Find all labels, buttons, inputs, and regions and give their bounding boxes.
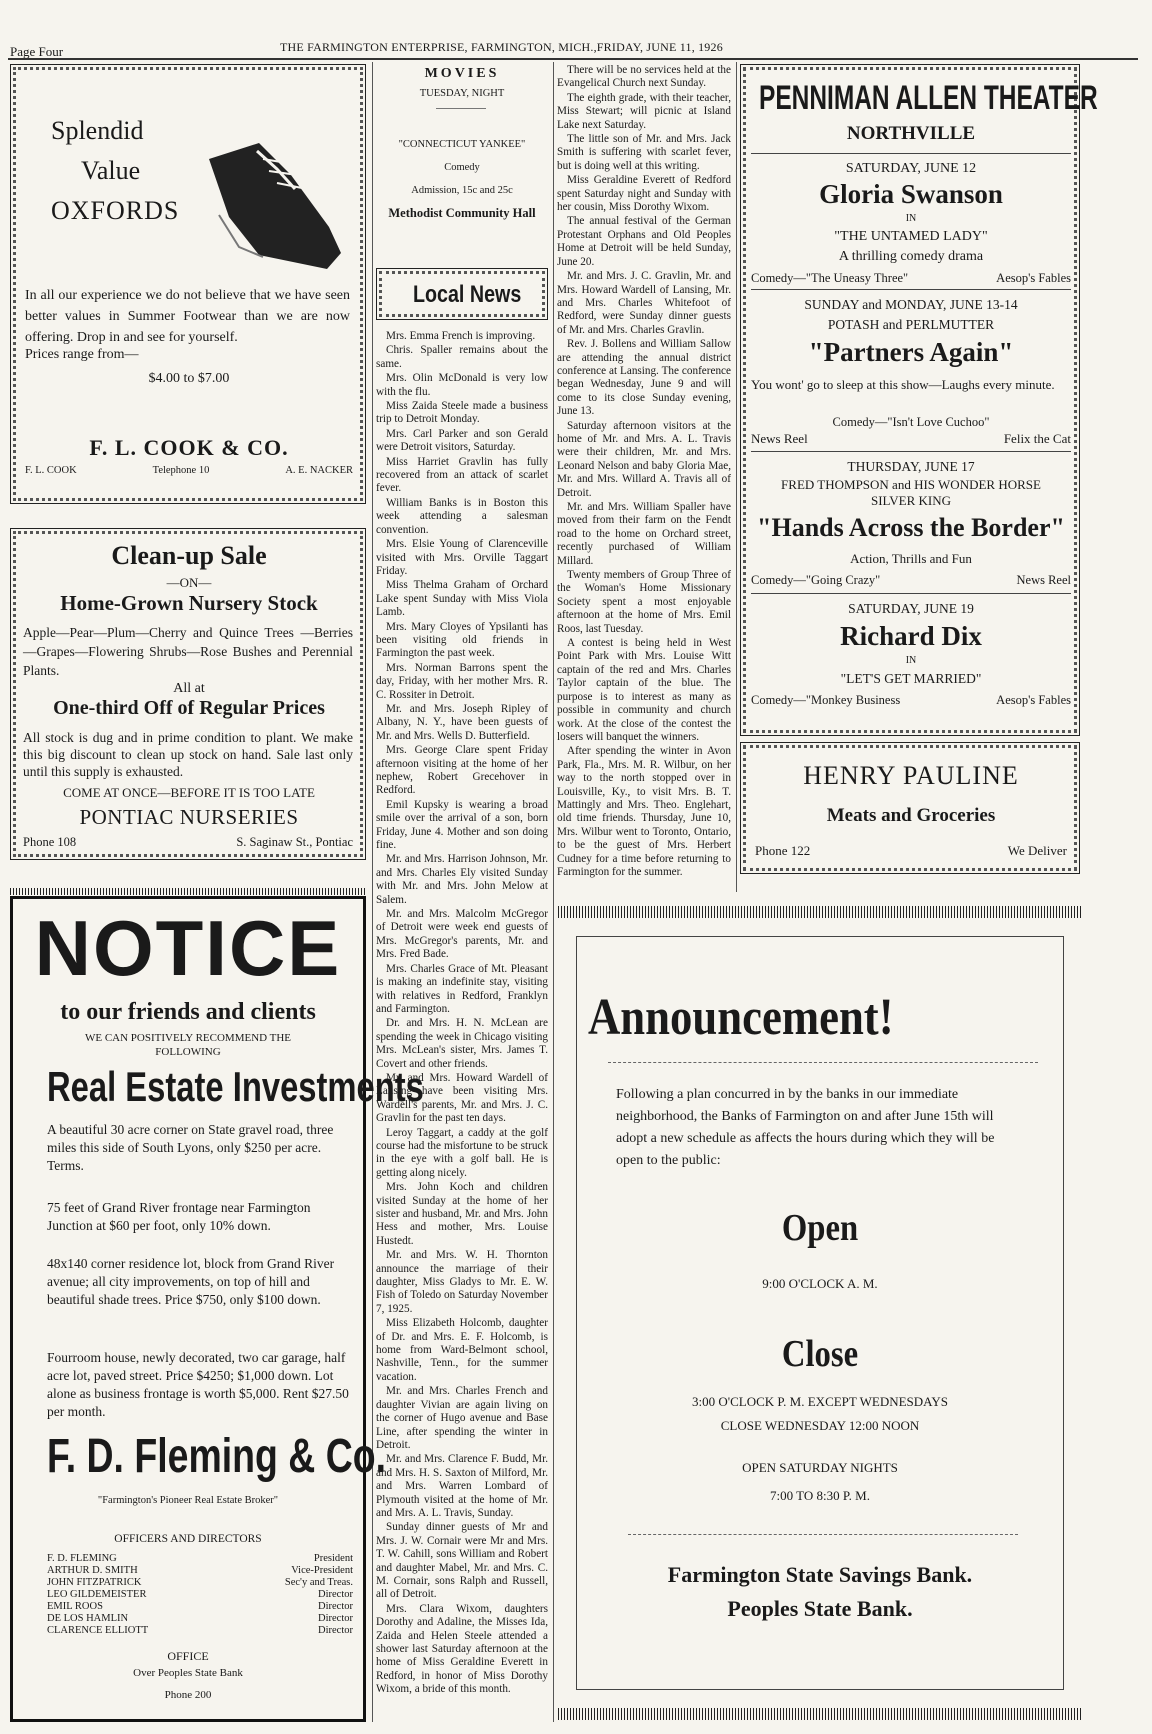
bank-name-2: Peoples State Bank. — [727, 1596, 913, 1621]
store-telephone: Telephone 10 — [152, 465, 210, 476]
column-divider — [553, 62, 554, 1722]
nursery-name: PONTIAC NURSERIES — [79, 805, 299, 829]
officer-role: Director — [318, 1601, 353, 1612]
news-item: Miss Elizabeth Holcomb, daughter of Dr. and Mrs. E. F. Holcomb, is home from Ward-Belmont school, Nashville, Tenn., for the summer vacation. — [376, 1317, 548, 1383]
saturday-time: 7:00 TO 8:30 P. M. — [770, 1488, 870, 1503]
show-star: Richard Dix — [840, 621, 982, 651]
news-item: Mrs. Mary Cloyes of Ypsilanti has been visiting old friends in Farmington the past week. — [376, 620, 548, 660]
movies-title: MOVIES — [424, 66, 500, 81]
show-in: IN — [905, 213, 917, 224]
divider — [751, 593, 1071, 594]
bottom-border — [558, 1708, 1082, 1720]
bank-ad-frame — [576, 936, 1064, 1690]
show-star: Gloria Swanson — [819, 179, 1003, 209]
show-footer — [751, 431, 1071, 447]
movies-when: TUESDAY, NIGHT — [419, 88, 505, 99]
officer-role: Sec'y and Treas. — [284, 1577, 353, 1588]
local-news-header — [376, 268, 548, 320]
movie-venue: Methodist Community Hall — [388, 206, 536, 220]
headline-line: Value — [81, 156, 141, 185]
officer-role: President — [313, 1553, 353, 1564]
page-header — [10, 40, 742, 60]
news-item: Mrs. Clara Wixom, daughters Dorothy and Adaline, the Misses Ida, Zaida and Helen Steele attended a shower last Saturday afternoon at the home of Miss Geraldine Everett in Redford, in honor of Miss Dorothy Wixom, a bride of this month. — [376, 1602, 548, 1696]
news-item: A contest is being held in West Point Park with Mrs. Louise Witt captain of the red and Mrs. Charles Taylor captain of the blue. The purpose is to interest as many as possible in community and church work. At the close of the contest the losers will banquet the winners. — [557, 637, 731, 743]
news-item: Saturday afternoon visitors at the home of Mr. and Mrs. A. L. Travis were their children, Mr. and Mrs. Leonard Nelson and baby Gloria Mae, Mr. and Mrs. Willard A. Travis all of Detroit. — [557, 419, 731, 499]
announcement-body: Following a plan concurred in by the banks in our immediate neighborhood, the Banks of Farmington on and after June 15th will adopt a new schedule as affects the hours during which they will be open to the public: — [616, 1087, 995, 1168]
news-item: Twenty members of Group Three of the Woman's Home Missionary Society spent a most enjoyable afternoon at the home of Mrs. Emil Roos, last Tuesday. — [557, 569, 731, 635]
officer-name: LEO GILDEMEISTER — [47, 1589, 147, 1600]
news-item: Mr. and Mrs. Clarence F. Budd, Mr. and Mrs. H. S. Saxton of Milford, Mr. and Mrs. Warren Lombard of Plymouth visited at the home of Mr. and Mrs. A. L. Travis, Sunday. — [376, 1453, 548, 1519]
officer-row — [47, 1577, 353, 1589]
officers-list — [47, 1553, 353, 1637]
office-location: Over Peoples State Bank — [133, 1667, 243, 1679]
pauline-name: HENRY PAULINE — [803, 761, 1019, 790]
show-date: SATURDAY, JUNE 12 — [845, 161, 977, 176]
news-item: Mr. and Mrs. Howard Wardell of Lansing have been visiting Mrs. Wardell's parents, Mr. and Mrs. J. C. Gravlin for the past ten days. — [376, 1071, 548, 1125]
news-item: William Banks is in Boston this week attending a salesman convention. — [376, 496, 548, 536]
bank-name-1: Farmington State Savings Bank. — [667, 1562, 973, 1587]
saturday-label: OPEN SATURDAY NIGHTS — [742, 1460, 898, 1475]
news-item: Mrs. Elsie Young of Clarenceville visited with Mrs. Orville Taggart Friday. — [376, 538, 548, 577]
news-item: The annual festival of the German Protestant Orphans and Old Peoples Home at Detroit will be held Sunday, June 20. — [557, 215, 731, 268]
nursery-address: S. Saginaw St., Pontiac — [236, 835, 353, 849]
officer-row — [47, 1589, 353, 1601]
masthead: THE FARMINGTON ENTERPRISE, FARMINGTON, MICH.,FRIDAY, JUNE 11, 1926 — [280, 40, 723, 54]
on-label: —ON— — [166, 575, 212, 590]
show-date: SUNDAY and MONDAY, JUNE 13-14 — [804, 297, 1018, 312]
news-item: Dr. and Mrs. H. N. McLean are spending the week in Chicago visiting Mrs. McLean's sister, Mrs. James T. Covert and other friends. — [376, 1017, 548, 1070]
officer-name: EMIL ROOS — [47, 1601, 103, 1612]
all-at-label: All at — [173, 681, 205, 696]
news-item: Mrs. Charles Grace of Mt. Pleasant is making an indefinite stay, visiting with relatives in Redford, Franklyn and Farmington. — [376, 962, 548, 1015]
divider — [751, 451, 1071, 452]
show-date: SATURDAY, JUNE 19 — [848, 601, 974, 616]
show-footer — [751, 271, 1071, 286]
firm-name: F. D. Fleming & Co. — [47, 1430, 387, 1483]
show-film: "LET'S GET MARRIED" — [840, 671, 982, 686]
show-note: Action, Thrills and Fun — [850, 551, 972, 566]
open-heading: Open — [781, 1207, 859, 1249]
officer-name: CLARENCE ELLIOTT — [47, 1625, 149, 1636]
news-item: Mrs. Emma French is improving. — [386, 330, 536, 342]
oxfords-headline — [51, 111, 179, 231]
officer-row — [47, 1565, 353, 1577]
top-border — [558, 906, 1082, 918]
news-item: Miss Zaida Steele made a business trip to Detroit Monday. — [376, 400, 548, 426]
close-time: 3:00 O'CLOCK P. M. EXCEPT WEDNESDAYS — [691, 1394, 948, 1409]
extra-label: Aesop's Fables — [996, 271, 1071, 285]
news-item: Miss Harriet Gravlin has fully recovered from an attack of scarlet fever. — [376, 455, 548, 495]
show-footer — [751, 573, 1071, 588]
comedy-label: Comedy—"Monkey Business — [751, 693, 901, 707]
pauline-deliver: We Deliver — [1007, 843, 1067, 858]
news-item: Mrs. George Clare spent Friday afternoon visiting at the home of her nephew, Robert Grecehover in Redford. — [376, 744, 548, 797]
notice-line2: WE CAN POSITIVELY RECOMMEND THE FOLLOWING — [84, 1032, 292, 1058]
show-sub: POTASH and PERLMUTTER — [827, 317, 995, 332]
show-note: You wont' go to sleep at this show—Laughs every minute. — [751, 377, 1055, 392]
notice-ad — [10, 896, 424, 1722]
news-reel-label: News Reel — [751, 431, 808, 446]
news-item: Chris. Spaller remains about the same. — [376, 344, 548, 370]
show-note: A thrilling comedy drama — [838, 249, 984, 264]
theater-ad — [740, 64, 1098, 736]
separator — [436, 108, 486, 109]
nursery-body: All stock is dug and in prime condition to plant. We make this big discount to clean up stock on hand. Sale last only until this supply is exhausted. — [23, 730, 353, 779]
oxfords-body: In all our experience we do not believe that we have seen better values in Summer Footwear than we are now offering. Drop in and see for yourself. — [25, 288, 350, 345]
notice-title: NOTICE — [34, 904, 342, 992]
prices-label: Prices range from— — [25, 347, 139, 362]
officer-name: ARTHUR D. SMITH — [47, 1565, 138, 1576]
open-time: 9:00 O'CLOCK A. M. — [762, 1276, 878, 1291]
sale-title: Clean-up Sale — [111, 541, 267, 570]
pauline-phone: Phone 122 — [755, 843, 811, 858]
news-item: The little son of Mr. and Mrs. Jack Smith is suffering with scarlet fever, but is doing well at this writing. — [557, 133, 731, 172]
news-item: Rev. J. Bollens and William Sallow are attending the annual district conference at Lansing. The conference began Wednesday, June 9 and will come to its close Sunday evening, June 13. — [557, 338, 731, 418]
offer-text: One-third Off of Regular Prices — [53, 697, 325, 719]
news-item: Mrs. John Koch and children visited Sunday at the home of her sister and husband, Mr. and Mrs. John Hess and mother, Mrs. Louise Hustedt. — [376, 1181, 548, 1247]
officer-name: F. D. FLEMING — [47, 1553, 117, 1564]
nursery-ad — [10, 528, 366, 860]
officer-role: Director — [318, 1625, 353, 1636]
top-border — [10, 888, 366, 895]
news-item: Emil Kupsky is wearing a broad smile over the arrival of a son, born Friday, June 4. Mother and son doing fine. — [376, 798, 548, 852]
show-sub: FRED THOMPSON and HIS WONDER HORSE SILVER KING — [781, 477, 1041, 508]
news-item: Mr. and Mrs. Malcolm McGregor of Detroit were week end guests of Mrs. McGregor's parents, Mr. and Mrs. Fred Bade. — [376, 908, 548, 961]
news-item: Miss Geraldine Everett of Redford spent Saturday night and Sunday with her cousin, Miss Dorothy Wixom. — [557, 174, 731, 214]
local-news-title: Local News — [413, 281, 522, 308]
column-divider — [736, 62, 737, 892]
price-range: $4.00 to $7.00 — [148, 371, 230, 386]
notice-line1: to our friends and clients — [60, 999, 316, 1025]
news-item: After spending the winter in Avon Park, Fla., Mrs. M. R. Wilbur, on her way to the north stopped over in Louisville, Ky., to visit Mrs. B. T. Mattingly and Mrs. Theo. Englehart, old time friends. Thursday, June 10, Mrs. Wilbur went to Toronto, Ontario, to be the guest of Mrs. Herbert Cudney for a time before returning to Farmington for the summer. — [557, 745, 731, 878]
news-item: There will be no services held at the Evangelical Church next Sunday. — [557, 64, 731, 90]
pauline-ad — [740, 742, 1080, 874]
firm-tagline: "Farmington's Pioneer Real Estate Broker" — [97, 1495, 279, 1506]
news-item: Mr. and Mrs. Harrison Johnson, Mr. and Mrs. Charles Ely visited Sunday with Mr. and Mrs. John Melow at Salem. — [376, 853, 548, 906]
officer-row — [47, 1613, 353, 1625]
oxford-shoe-icon — [199, 129, 349, 279]
officer-row — [47, 1553, 353, 1565]
news-item: Mrs. Norman Barrons spent the day, Friday, with her mother Mrs. R. C. Rossiter in Detroit. — [376, 661, 548, 701]
announcement-title: Announcement! — [588, 989, 894, 1046]
listing: A beautiful 30 acre corner on State gravel road, three miles this side of South Lyons, only $250 per acre. Terms. — [47, 1122, 334, 1173]
nursery-items: Apple—Pear—Plum—Cherry and Quince Trees —Berries—Grapes—Flowering Shrubs—Rose Bushes and Perennial Plants. — [23, 625, 353, 678]
show-film: "THE UNTAMED LADY" — [834, 229, 988, 244]
show-date: THURSDAY, JUNE 17 — [847, 459, 975, 474]
nursery-footer — [23, 835, 353, 850]
store-name: F. L. COOK & CO. — [89, 435, 289, 460]
nursery-phone: Phone 108 — [23, 835, 77, 849]
news-item: Miss Thelma Graham of Orchard Lake spent Sunday with Miss Viola Lamb. — [376, 579, 548, 619]
right-name: A. E. NACKER — [285, 465, 353, 476]
close-heading: Close — [781, 1333, 859, 1375]
divider — [751, 289, 1071, 290]
show-footer — [751, 693, 1071, 708]
officer-row — [47, 1625, 353, 1637]
movies-box — [376, 62, 548, 258]
news-item: Mr. and Mrs. J. C. Gravlin, Mr. and Mrs. Howard Wardell of Lansing, Mr. and Mrs. Charles Whitefoot of Redford, were Sunday dinner guests of Mr. and Mrs. Charles Gravlin. — [557, 270, 731, 336]
officer-name: DE LOS HAMLIN — [47, 1613, 129, 1624]
news-item: The eighth grade, with their teacher, Miss Stewart; will picnic at Island Lake next Saturday. — [557, 91, 731, 131]
listing: Fourroom house, newly decorated, two car garage, half acre lot, paved street. Price $4250; $1,000 down. Lot alone as business frontage is worth $5,000. Rent $27.50 per month. — [47, 1350, 349, 1419]
nursery-subtitle: Home-Grown Nursery Stock — [60, 591, 318, 615]
extra-label: News Reel — [1016, 573, 1071, 587]
office-label: OFFICE — [167, 1649, 209, 1663]
news-item: Leroy Taggart, a caddy at the golf course had the misfortune to be struck in the eye with a golf ball. He is getting along nicely. — [376, 1126, 548, 1179]
pauline-line: Meats and Groceries — [826, 805, 996, 826]
headline-line: OXFORDS — [51, 196, 180, 225]
officer-row — [47, 1601, 353, 1613]
headline-line: Splendid — [51, 116, 144, 145]
theater-town: NORTHVILLE — [846, 123, 976, 144]
news-item: Sunday dinner guests of Mr and Mrs. J. W. Cornair were Mr and Mrs. T. W. Cahill, sons William and Robert and daughter Mabel, Mr. and Mrs. C. M. Cornair, sons Ralph and Russell, all of Detroit. — [376, 1521, 548, 1601]
comedy-label: Comedy—"The Uneasy Three" — [751, 271, 909, 285]
movie-film: "CONNECTICUT YANKEE" — [398, 139, 526, 150]
show-film: "Partners Again" — [808, 337, 1014, 367]
officer-role: Director — [318, 1613, 353, 1624]
listing: 48x140 corner residence lot, block from Grand River avenue; all city improvements, on top of hill and beautiful shade trees. Price $750, only $100 down. — [47, 1256, 335, 1307]
news-item: Mrs. Carl Parker and son Gerald were Detroit visitors, Saturday. — [376, 427, 548, 454]
listing: 75 feet of Grand River frontage near Farmington Junction at $60 per foot, only 10% down. — [47, 1200, 311, 1233]
news-item: Mr. and Mrs. Charles French and daughter Vivian are again living on the corner of Hugo avenue and Base Line, after spending the winter in Detroit. — [376, 1385, 548, 1451]
officer-name: JOHN FITZPATRICK — [47, 1577, 142, 1588]
extra-label: Aesop's Fables — [996, 693, 1071, 707]
pauline-footer — [755, 843, 1067, 859]
office-phone: Phone 200 — [164, 1689, 212, 1701]
news-item: Mr. and Mrs. Joseph Ripley of Albany, N. Y., have been guests of Mr. and Mrs. Wells D. Butterfield. — [376, 702, 548, 742]
movie-genre: Comedy — [444, 162, 480, 173]
call-to-action: COME AT ONCE—BEFORE IT IS TOO LATE — [63, 785, 315, 800]
local-news-column — [376, 330, 548, 1722]
show-comedy: Comedy—"Isn't Love Cuchoo" — [832, 415, 990, 429]
store-footer — [25, 465, 353, 476]
oxfords-ad — [10, 64, 366, 504]
theater-name: PENNIMAN ALLEN THEATER — [759, 79, 1098, 117]
close-wednesday: CLOSE WEDNESDAY 12:00 NOON — [720, 1418, 920, 1433]
show-in: IN — [905, 655, 917, 666]
show-film: "Hands Across the Border" — [757, 513, 1065, 542]
news-column-3 — [557, 64, 731, 888]
comedy-label: Comedy—"Going Crazy" — [751, 573, 881, 587]
officers-title: OFFICERS AND DIRECTORS — [114, 1533, 262, 1545]
extra-label: Felix the Cat — [1003, 431, 1071, 446]
officer-role: Director — [318, 1589, 353, 1600]
officer-role: Vice-President — [291, 1565, 353, 1576]
news-item: Mr. and Mrs. William Spaller have moved from their farm on the Fendt road to the home on Orchard street, recently purchased of William Millard. — [557, 501, 731, 567]
notice-heading: Real Estate Investments — [47, 1063, 424, 1110]
page-number: Page Four — [10, 44, 64, 59]
left-name: F. L. COOK — [25, 465, 77, 476]
news-item: Mr. and Mrs. W. H. Thornton announce the marriage of their daughter, Miss Gladys to Mr. E. W. Fish of Toledo on Saturday November 7, 1925. — [376, 1249, 548, 1315]
header-rule — [8, 58, 1138, 60]
movie-admission: Admission, 15c and 25c — [411, 185, 513, 196]
news-item: Mrs. Olin McDonald is very low with the flu. — [376, 372, 548, 398]
divider — [751, 153, 1071, 154]
